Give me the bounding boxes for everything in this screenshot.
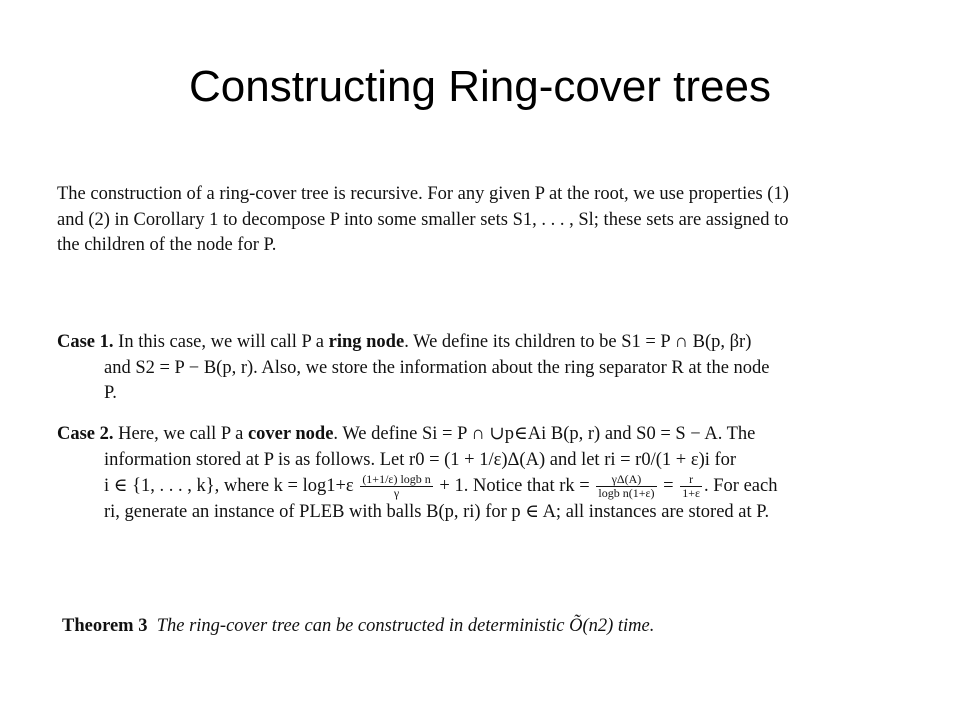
case-2-text: . For each: [704, 475, 778, 496]
case-2-line: [57, 422, 909, 448]
intro-line: the children of the node for P.: [57, 235, 277, 255]
case-1-text: In this case, we will call P a: [118, 332, 324, 352]
case-2-text: + 1. Notice that rk =: [439, 475, 590, 496]
theorem-text: The ring-cover tree can be constructed in deterministic Õ(n2) time.: [156, 616, 655, 636]
intro-paragraph: [57, 182, 907, 259]
case-1-block: [57, 330, 909, 407]
ring-node-term: ring node: [328, 332, 405, 352]
case-2-text: i ∈ {1, . . . , k}, where k = log1+ε: [104, 475, 354, 496]
fraction-numerator: γΔ(A): [596, 473, 656, 487]
case-2-line: ri, generate an instance of PLEB with balls B(p, ri) for p ∈ A; all instances are stored at P.: [104, 502, 770, 522]
intro-line: The construction of a ring-cover tree is recursive. For any given P at the root, we use properties (1): [57, 184, 789, 204]
case-2-block: [57, 422, 909, 526]
theorem-label: Theorem 3: [62, 616, 148, 636]
case-1-text: . We define its children to be S1 = P ∩ B(p, βr): [404, 332, 752, 352]
case-2-line: [57, 473, 909, 500]
case-2-text: =: [663, 475, 674, 496]
intro-line: and (2) in Corollary 1 to decompose P into some smaller sets S1, . . . , Sl; these sets are assigned to: [57, 209, 789, 230]
fraction-denominator: logb n(1+ε): [598, 486, 655, 500]
case-1-line: and S2 = P − B(p, r). Also, we store the information about the ring separator R at the node: [104, 357, 770, 378]
case-1-line: P.: [104, 383, 117, 403]
fraction: [680, 473, 702, 500]
fraction-numerator: (1+1/ε) logb n: [362, 472, 431, 486]
fraction: [360, 473, 432, 500]
case-2-text: . We define Si = P ∩ ∪p∈Ai B(p, r) and S0 = S − A. The: [333, 424, 756, 444]
fraction: [596, 473, 656, 500]
case-2-line: information stored at P is as follows. Let r0 = (1 + 1/ε)Δ(A) and let ri = r0/(1 + ε)i for: [104, 449, 737, 470]
case-1-label: Case 1.: [57, 332, 114, 352]
case-2-label: Case 2.: [57, 424, 114, 444]
case-2-text: Here, we call P a: [118, 424, 244, 444]
cover-node-term: cover node: [247, 424, 334, 444]
fraction-denominator: 1+ε: [682, 486, 701, 500]
fraction-denominator: γ: [393, 486, 400, 500]
slide-title: Constructing Ring-cover trees: [188, 62, 771, 111]
fraction-numerator: r: [680, 473, 702, 487]
case-1-line: [57, 330, 909, 356]
theorem-statement: [62, 614, 912, 640]
